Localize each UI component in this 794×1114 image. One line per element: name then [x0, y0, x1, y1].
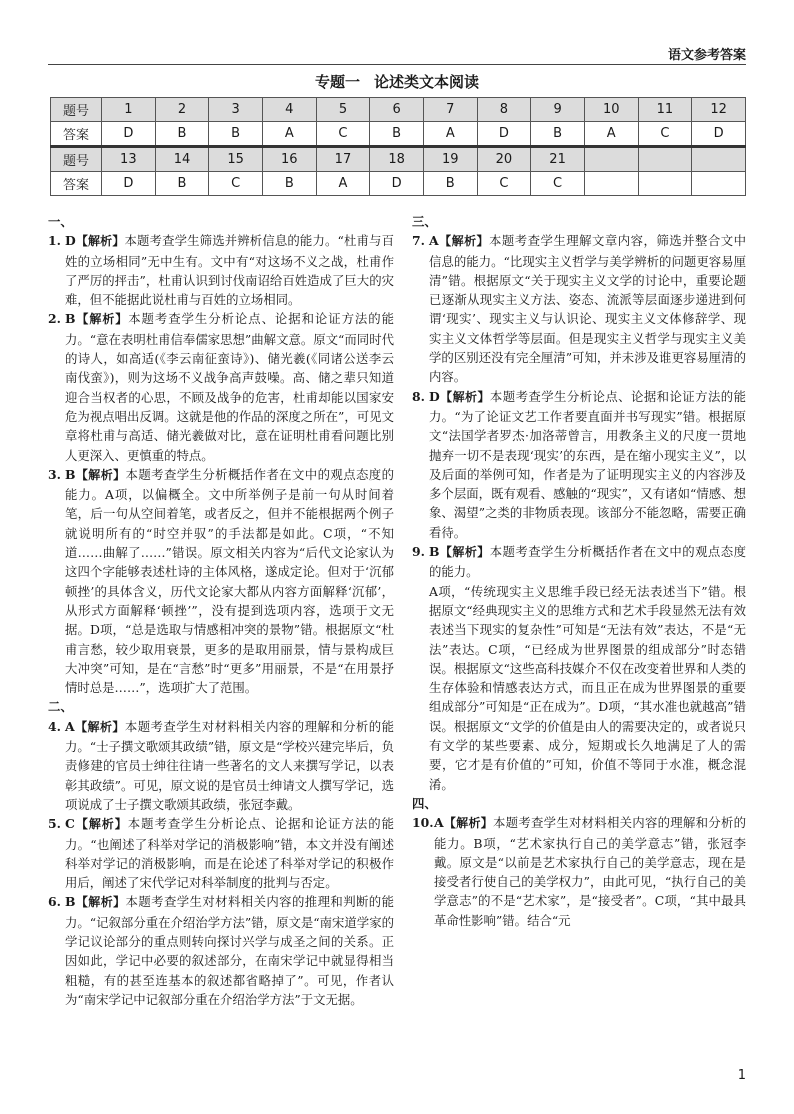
- section-heading-1: 一、: [48, 214, 73, 229]
- table-cell: 13: [102, 147, 156, 172]
- right-column: [412, 212, 746, 930]
- table-cell: B: [370, 122, 424, 147]
- item-number: 6.: [48, 894, 61, 910]
- analysis-tag: 【解析】: [75, 467, 126, 482]
- item-text: 本题考查学生分析概括作者在文中的观点态度的能力。: [429, 544, 746, 580]
- table-cell: 18: [370, 147, 424, 172]
- item-number: 3.: [48, 466, 61, 482]
- row-label: 题号: [51, 98, 102, 122]
- table-cell: 21: [531, 147, 585, 172]
- row-label: 答案: [51, 172, 102, 196]
- table-cell: D: [102, 122, 156, 147]
- table-cell: A: [316, 172, 370, 196]
- table-cell: B: [209, 122, 263, 147]
- item-number: 8.: [412, 388, 425, 404]
- section-heading-3: 三、: [412, 214, 437, 229]
- analysis-tag: 【解析】: [75, 312, 129, 327]
- item-text: 本题考查学生分析论点、论据和论证方法的能力。“为了论证文艺工作者要直面并书写现实”错。根据原文“法国学者罗杰·加洛蒂曾言，用教条主义的尺度一贯地抛弃一切不是表现‘现实’的东西，是在缩小现实主义”，以及后面的举例可知，作者是为了证明现实主义的内容涉及多个层面，既有观看、感触的“现实”，又有诸如“情感、想象、渴望”之类的非物质表现。该部分不能忽略，需要正确看待。: [429, 388, 746, 540]
- table-cell: 9: [531, 98, 585, 122]
- table-cell: 17: [316, 147, 370, 172]
- item-answer: B: [429, 544, 440, 560]
- table-cell: 8: [477, 98, 531, 122]
- item-number: 4.: [48, 718, 61, 734]
- analysis-tag: 【解析】: [443, 816, 493, 831]
- item-answer: B: [65, 894, 76, 910]
- table-cell: 11: [638, 98, 692, 122]
- item-text: 本题考查学生筛选并辨析信息的能力。“杜甫与百姓的立场相同”无中生有。文中有“对这场不义之战，杜甫作了严厉的抨击”，杜甫认识到讨伐南诏给百姓造成了巨大的灾难，但不能据此说杜甫与百姓的立场相同。: [65, 233, 394, 308]
- table-cell: 19: [423, 147, 477, 172]
- analysis-tag: 【解析】: [74, 719, 125, 734]
- answer-item-8: [412, 387, 746, 542]
- topic-label: 专题一: [314, 73, 360, 91]
- table-cell: A: [423, 122, 477, 147]
- answer-item-6: [48, 892, 394, 1009]
- answer-item-3: [48, 465, 394, 698]
- item-text-continued: A项，“传统现实主义思维手段已经无法表述当下”错。根据原文“经典现实主义的思维方式和艺术手段显然无法有效表述当下现实的复杂性”可知是“无法有效”表达，不是“无法”表达。C项，“已经成为世界图景的组成部分”时态错误。根据原文“这些高科技媒介不仅在改变着世界和人类的生存体验和情感表达方式，而且正在成为世界图景的重要组成部分”可知是“正在成为”。D项，“其水准也就越高”错误。根据原文“文学的价值是由人的需要决定的，或者说只有文学的某些要素、成分，短期或长久地满足了人的需要，它才是有价值的”可知，价值不等同于水准，概念混淆。: [429, 583, 746, 792]
- topic-name: 论述类文本阅读: [374, 73, 480, 91]
- table-cell: 12: [692, 98, 746, 122]
- item-answer: C: [65, 816, 75, 832]
- answer-item-4: [48, 717, 394, 814]
- answer-item-1: [48, 231, 394, 309]
- header-subject-title: 语文参考答案: [667, 48, 746, 63]
- item-number: 7.: [412, 233, 425, 249]
- table-cell: B: [423, 172, 477, 196]
- item-number: 1.: [48, 233, 61, 249]
- item-answer: D: [429, 388, 440, 404]
- table-cell: 5: [316, 98, 370, 122]
- item-number: 9.: [412, 544, 425, 560]
- answer-item-10: [412, 813, 746, 930]
- table-cell: B: [155, 172, 209, 196]
- item-answer: B: [65, 466, 76, 482]
- item-answer: A: [429, 233, 439, 249]
- header-divider: [48, 64, 746, 65]
- table-cell: 6: [370, 98, 424, 122]
- item-text: 本题考查学生对材料相关内容的理解和分析的能力。B项，“艺术家执行自己的美学意志”错，张冠李戴。原文是“以前是艺术家执行自己的美学意志，现在是接受者行使自己的美学权力”，由此可见，“执行自己的美学意志”的不是“艺术家”，是“接受者”。C项，“其中最具革命性影响”错。结合“元: [434, 815, 746, 928]
- analysis-tag: 【解析】: [439, 545, 490, 560]
- answer-table: [50, 97, 746, 196]
- table-cell: 3: [209, 98, 263, 122]
- item-number: 10.: [412, 815, 434, 831]
- answer-item-2: [48, 309, 394, 464]
- item-answer: A: [434, 815, 444, 831]
- item-text: 本题考查学生分析概括作者在文中的观点态度的能力。A项，以偏概全。文中所举例子是前一句从时间着笔，后一句从空间着笔，或者反之，但并不能根据两个例子就说明所有的“时空并驭”的手法都是如此。C项，“不知道……曲解了……”错误。原文相关内容为“后代文论家认为这四个字能够表述杜诗的主体风格，遂成定论。但对于‘沉郁顿挫’的具体含义，历代文论家大都从内容方面解释‘沉郁’，从形式方面解释‘顿挫’”，没有提到选项内容，选项于文无据。D项，“总是选取与情感相冲突的景物”错。根据原文“杜甫言愁，较少取用衰景，更多的是取用丽景，情与景构成巨大冲突”可知，是在“言愁”时“更多”用丽景，不是“在用景抒情时总是……”，选项扩大了范围。: [65, 466, 394, 696]
- table-cell: [584, 172, 638, 196]
- analysis-tag: 【解析】: [75, 234, 125, 249]
- table-cell: [584, 147, 638, 172]
- table-cell: 16: [262, 147, 316, 172]
- analysis-tag: 【解析】: [74, 817, 128, 832]
- analysis-tag: 【解析】: [439, 389, 490, 404]
- row-label: 题号: [51, 147, 102, 172]
- answer-table-row: [51, 122, 746, 147]
- answer-table-row: [51, 147, 746, 172]
- page-number: 1: [737, 1068, 746, 1083]
- table-cell: D: [692, 122, 746, 147]
- item-text: 本题考查学生理解文章内容，筛选并整合文中信息的能力。“比现实主义哲学与美学辨析的问题更容易厘清”错。根据原文“关于现实主义文学的讨论中，重要论题已逐渐从现实主义方法、姿态、流派等层面逐步递进到何谓‘现实’、现实主义与认识论、现实主义文体修辞学、现实主义文体哲学等层面。但是现实主义哲学与现实主义美学的区别还没有完全厘清”可知，并未涉及谁更容易厘清的内容。: [429, 233, 746, 385]
- table-cell: C: [531, 172, 585, 196]
- item-text: 本题考查学生分析论点、论据和论证方法的能力。“也阐述了科举对学记的消极影响”错，本文并没有阐述科举对学记的消极影响，而是在论述了科举对学记的积极作用后，阐述了宋代学记对科举制度的批判与否定。: [65, 816, 394, 891]
- table-cell: 7: [423, 98, 477, 122]
- section-heading-2: 二、: [48, 699, 73, 715]
- table-cell: 20: [477, 147, 531, 172]
- table-cell: D: [370, 172, 424, 196]
- row-label: 答案: [51, 122, 102, 147]
- left-column: [48, 212, 394, 1009]
- section-heading-4: 四、: [412, 795, 437, 811]
- item-answer: B: [65, 311, 76, 327]
- table-cell: D: [477, 122, 531, 147]
- table-cell: 10: [584, 98, 638, 122]
- item-answer: A: [65, 718, 75, 734]
- table-cell: 4: [262, 98, 316, 122]
- table-cell: A: [584, 122, 638, 147]
- table-cell: 15: [209, 147, 263, 172]
- table-cell: B: [155, 122, 209, 147]
- analysis-tag: 【解析】: [438, 234, 490, 249]
- item-text: 本题考查学生对材料相关内容的理解和分析的能力。“士子撰文歌颂其政绩”错，原文是“学校兴建完毕后，负责修建的官员士绅往往请一些著名的文人来撰写学记，以表彰其政绩”。可见，原文说的是官员士绅请文人撰写学记，选项说成了士子撰文歌颂其政绩，张冠李戴。: [65, 718, 394, 812]
- answer-table-row: [51, 172, 746, 196]
- table-cell: C: [477, 172, 531, 196]
- table-cell: [692, 147, 746, 172]
- answer-table-row: [51, 98, 746, 122]
- page-title: [0, 71, 794, 92]
- table-cell: 2: [155, 98, 209, 122]
- table-cell: D: [102, 172, 156, 196]
- answer-item-5: [48, 814, 394, 892]
- table-cell: 1: [102, 98, 156, 122]
- table-cell: A: [262, 122, 316, 147]
- table-cell: C: [316, 122, 370, 147]
- item-text: 本题考查学生对材料相关内容的推理和判断的能力。“记叙部分重在介绍治学方法”错，原文是“南宋道学家的学记议论部分的重点则转向探讨兴学与成圣之间的关系。正因如此，学记中必要的叙述部分，在南宋学记中就显得相当粗糙，有的甚至连基本的叙述都省略掉了”。可见，作者认为“南宋学记中记叙部分重在介绍治学方法”于文无据。: [65, 894, 394, 1007]
- table-cell: [638, 147, 692, 172]
- table-cell: [692, 172, 746, 196]
- table-cell: 14: [155, 147, 209, 172]
- answer-item-9: [412, 542, 746, 794]
- table-cell: B: [262, 172, 316, 196]
- table-cell: C: [638, 122, 692, 147]
- table-cell: C: [209, 172, 263, 196]
- item-number: 5.: [48, 816, 61, 832]
- answer-item-7: [412, 231, 746, 386]
- item-answer: D: [65, 233, 76, 249]
- table-cell: B: [531, 122, 585, 147]
- item-text: 本题考查学生分析论点、论据和论证方法的能力。“意在表明杜甫信奉儒家思想”曲解文意。原文“而同时代的诗人，如高适(《李云南征蛮诗》)、储光羲(《同诸公送李云南伐蛮》)，则为这场不义战争高声鼓噪。高、储之辈只知道迎合当权者的心思，不顾及战争的危害，杜甫却能以国家安危为视点唱出反调。这就是他的作品的深度之所在”，可见文章将杜甫与高适、储光羲做对比，意在证明杜甫看问题比别人更深入、更慎重的特点。: [65, 311, 394, 463]
- item-number: 2.: [48, 311, 61, 327]
- analysis-tag: 【解析】: [75, 895, 126, 910]
- table-cell: [638, 172, 692, 196]
